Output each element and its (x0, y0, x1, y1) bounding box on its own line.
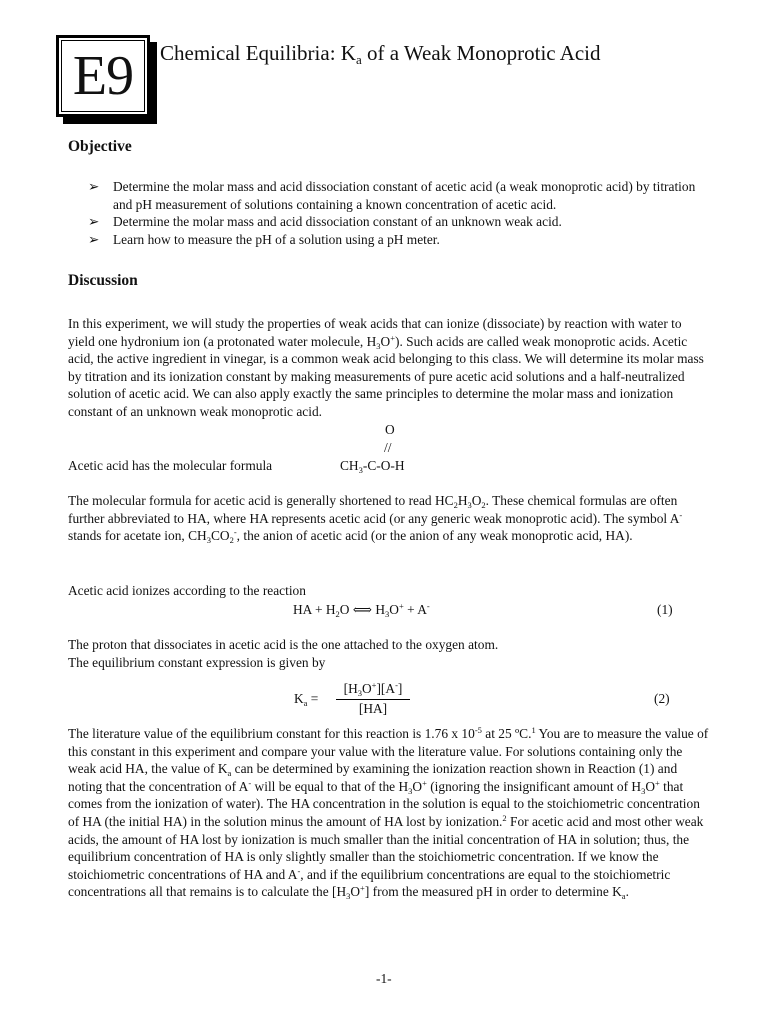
formula-carbonyl-oxygen: O (385, 422, 395, 437)
page-number: -1- (376, 971, 392, 986)
experiment-code-box: E9 (56, 35, 150, 117)
ka-fraction (336, 680, 410, 717)
objective-heading: Objective (68, 138, 132, 155)
page-title (160, 40, 601, 66)
arrow-bullet-icon: ➢ (88, 214, 100, 230)
ka-label: $K_a$ = (294, 691, 319, 708)
formula-double-bond: // (384, 440, 392, 455)
discussion-paragraph-expression: The equilibrium constant expression is given by (68, 655, 326, 670)
equation-number-1: (1) (657, 602, 673, 617)
discussion-paragraph-formula: The molecular formula for acetic acid is generally shortened to read $HC_2H_3O_2$. These chemical formulas are often further abbreviated to HA, where HA represents acetic acid (or any generic weak monoprotic acid). The symbol A- stands for acetate ion, $CH_3CO_2^-$, the anion of acetic acid (or the anion of any weak monoprotic acid, HA). (68, 493, 683, 546)
discussion-paragraph-ionizes: Acetic acid ionizes according to the reaction (68, 583, 306, 598)
acetic-acid-formula: $CH_3-C-O-H$ (340, 458, 405, 475)
formula-label: Acetic acid has the molecular formula (68, 458, 273, 473)
discussion-paragraph-literature: The literature value of the equilibrium constant for this reaction is 1.76 x $10^{-5}$ at 25 ºC.$^1$ You are to measure the value of this constant in this experiment and compare your value with the literature value. For solutions containing only the weak acid HA, the value of $K_a$ can be determined by examining the ionization reaction shown in Reaction (1) and noting that the concentration of A- will be equal to that of the $H_3O^+$ (ignoring the insignificant amount of $H_3O^+$ that comes from the ionization of water). The HA concentration in the solution is equal to the stoichiometric concentration of HA (the initial HA) in the solution minus the amount of HA lost by ionization.$^2$ For acetic acid and most other weak acids, the amount of HA lost by ionization is much smaller than the initial concentration of HA in solution; thus, the equilibrium concentration of HA is only slightly smaller than the stoichiometric concentration. If we know the stoichiometric concentrations of HA and A-, and if the equilibrium concentrations are equal to the stoichiometric concentrations all that remains is to calculate the $[H_3O^+]$ from the measured pH in order to determine $K_a$. (68, 725, 709, 902)
discussion-paragraph-intro: In this experiment, we will study the properties of weak acids that can ionize (dissociate) by reaction with water to yield one hydronium ion (a protonated water molecule, $H_3O^+$). Such acids are called weak monoprotic acids. Acetic acid, the active ingredient in vinegar, is a common weak acid belonging to this class. We will determine its molar mass by titration and its ionization constant by making measurements of pure acetic acid solutions and a half-neutralized solution of acetic acid. We can also apply exactly the same principles to determine the molar mass and ionization constant of an unknown weak monoprotic acid. (68, 316, 704, 419)
title-sub: a (355, 52, 362, 67)
reaction-equation-1: HA + $H_2O$ ⟺ $H_3O^+ + A^-$ (293, 601, 430, 619)
fraction-numerator: $[H_3O^+][A^-]$ (336, 680, 410, 700)
objective-item: ➢ Determine the molar mass and acid dissociation constant of acetic acid (a weak monoprotic acid) by titration and pH measurement of solutions containing a known concentration of acetic acid. (88, 179, 696, 212)
fraction-denominator: [HA] (358, 700, 388, 716)
objective-list (88, 178, 708, 248)
objective-item: ➢ Determine the molar mass and acid dissociation constant of an unknown weak acid. (88, 214, 562, 230)
equation-number-2: (2) (654, 691, 670, 706)
objective-item: ➢ Learn how to measure the pH of a solution using a pH meter. (88, 231, 440, 247)
arrow-bullet-icon: ➢ (88, 231, 100, 247)
title-rest: of a Weak Monoprotic Acid (361, 41, 601, 65)
title-main: Chemical Equilibria: K (160, 41, 356, 65)
discussion-paragraph-proton: The proton that dissociates in acetic acid is the one attached to the oxygen atom. (68, 637, 499, 652)
discussion-heading: Discussion (68, 272, 138, 289)
arrow-bullet-icon: ➢ (88, 179, 100, 194)
